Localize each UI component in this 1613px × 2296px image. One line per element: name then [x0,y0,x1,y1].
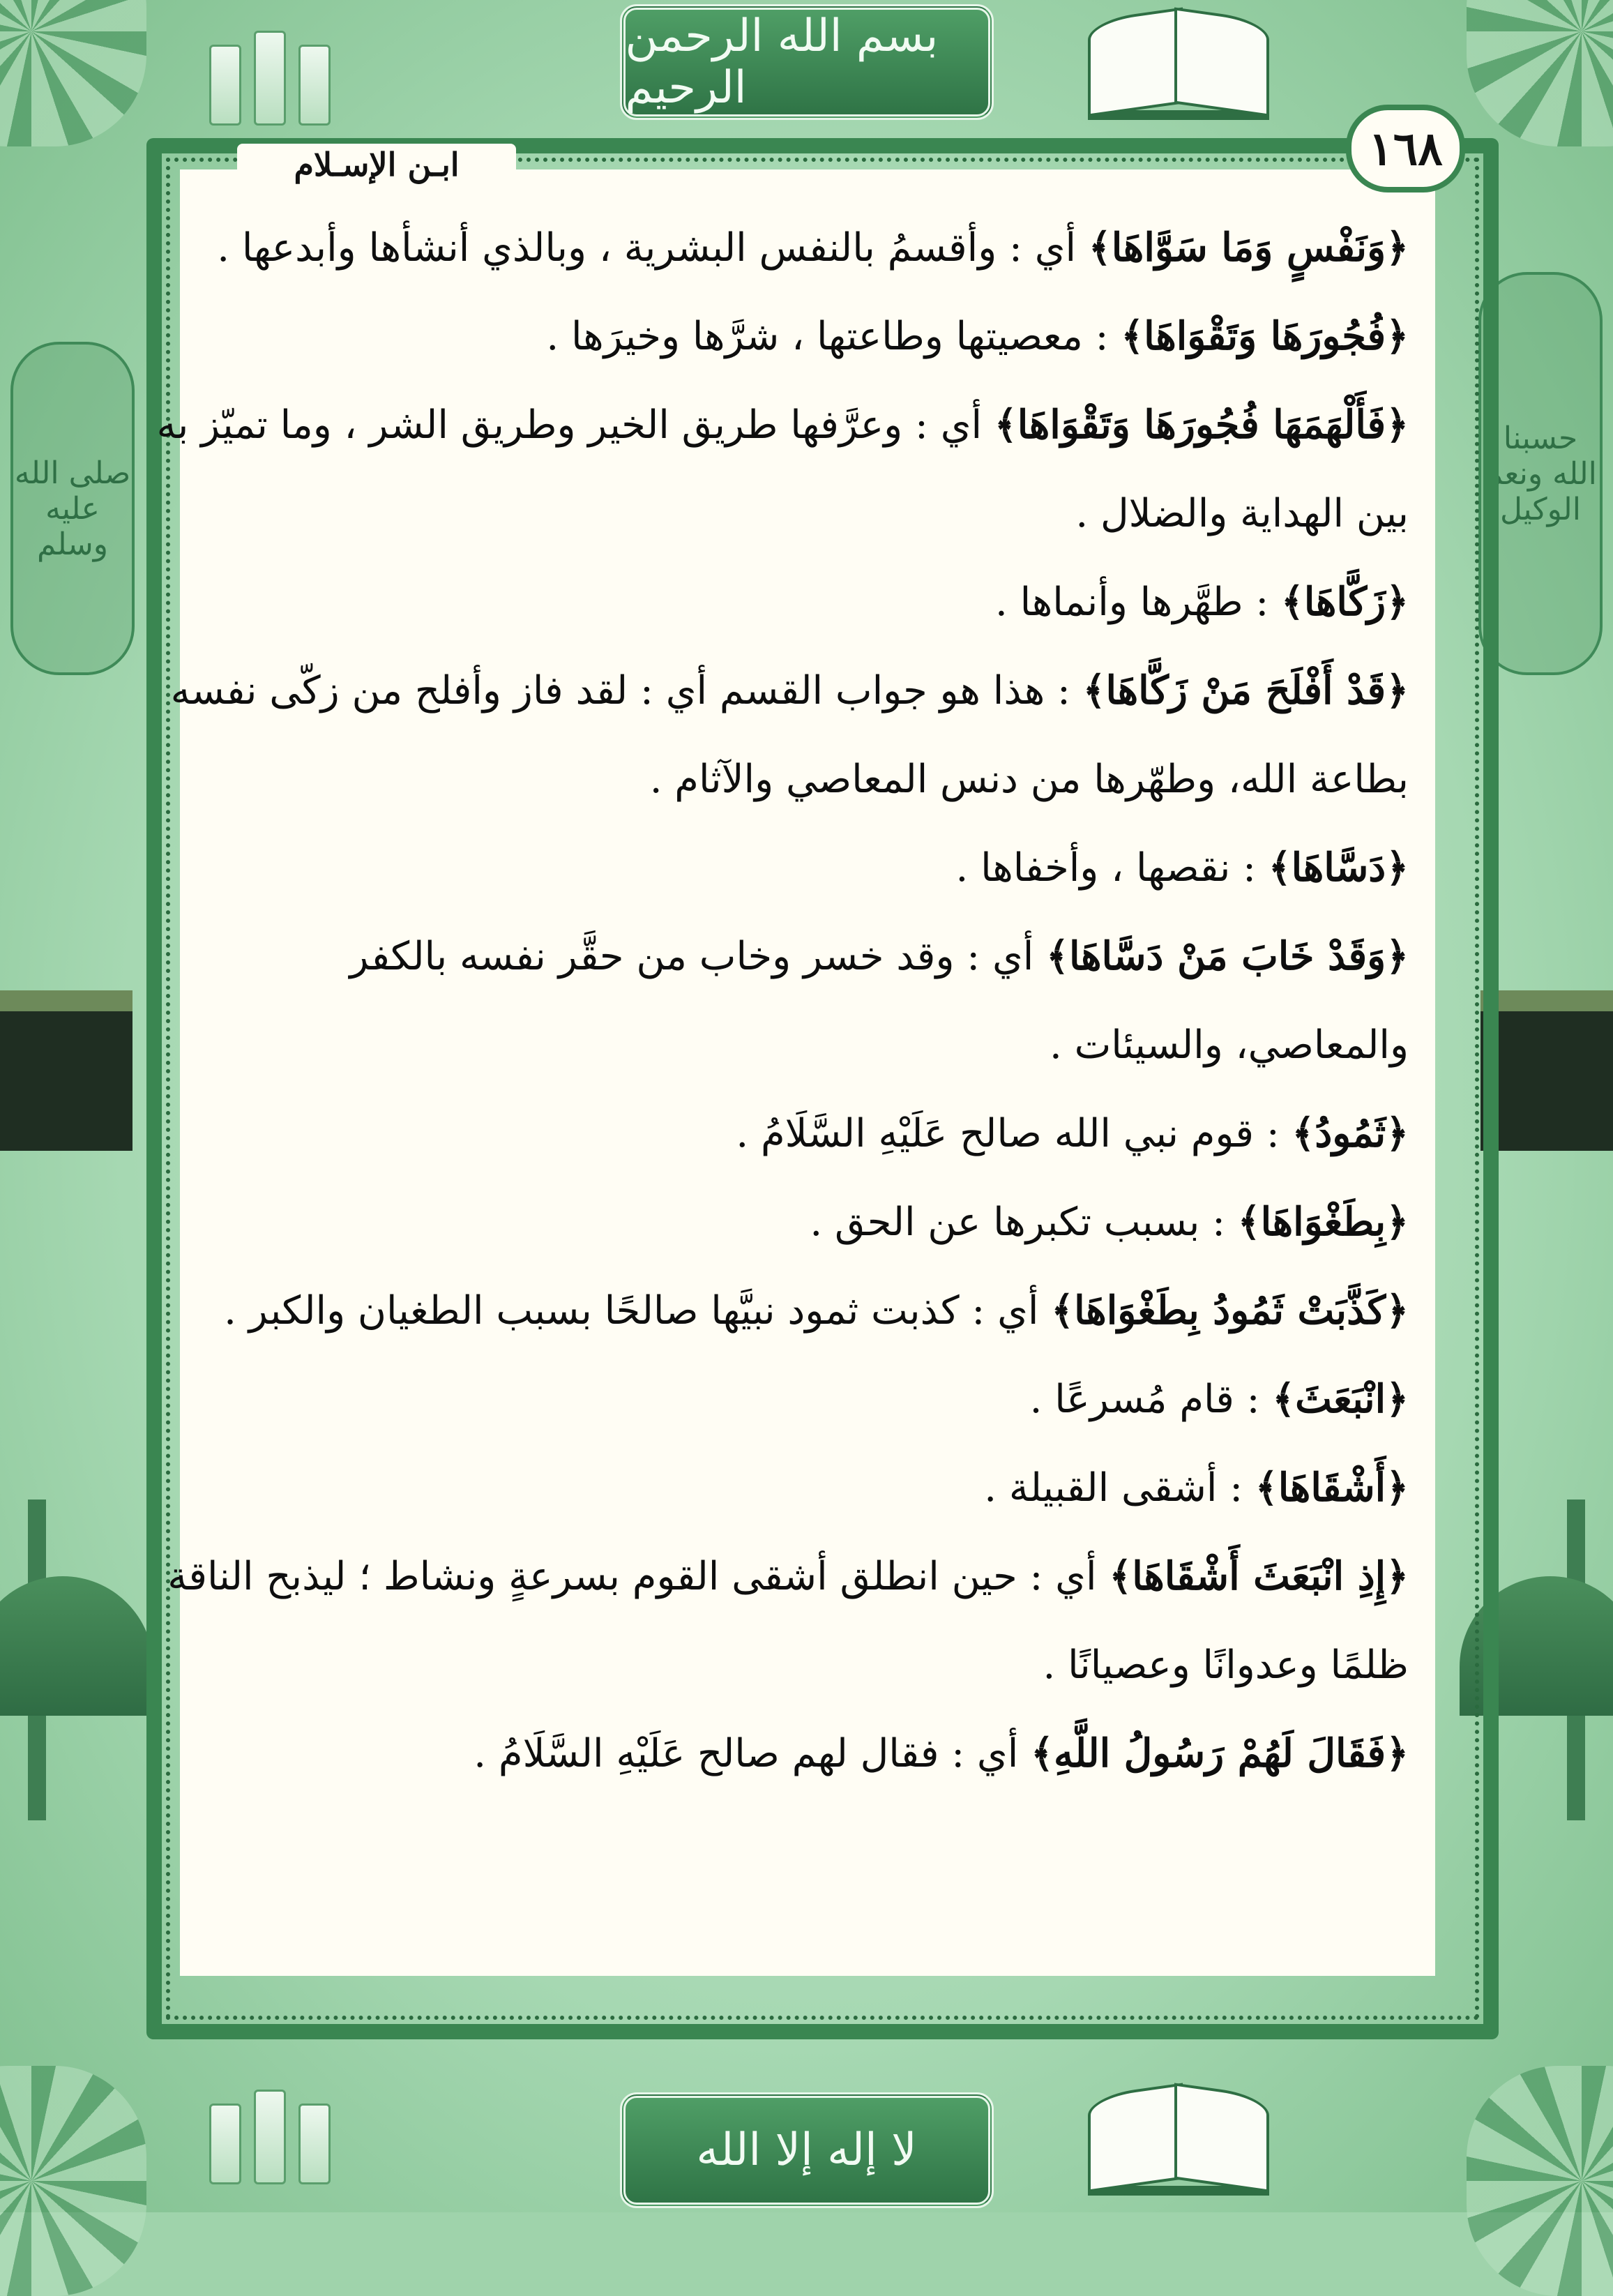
ornate-bracket-close: ﴾ [1082,667,1106,713]
candles-decoration [209,2080,349,2184]
explanation-text: والمعاصي، والسيئات . [1049,1022,1409,1068]
explanation-text: : أشقى القبيلة . [984,1465,1255,1511]
corner-ornament [1467,2066,1613,2296]
left-calligraphy-panel: صلى الله عليه وسلم [10,342,135,675]
quran-verse: كَذَّبَتْ ثَمُودُ بِطَغْوَاهَا [1074,1287,1386,1334]
text-line [202,469,1409,558]
text-line [202,1267,1409,1355]
quran-verse: فُجُورَهَا وَتَقْوَاهَا [1144,313,1386,359]
ornate-bracket-close: ﴾ [994,402,1017,448]
text-line [202,1178,1409,1267]
text-line [202,1709,1409,1798]
explanation-text: : بسبب تكبرها عن الحق . [810,1200,1238,1245]
explanation-text: : قوم نبي الله صالح عَلَيْهِ السَّلَامُ . [736,1111,1292,1156]
explanation-text: أي : وقد خسر وخاب من حقَّر نفسه بالكفر [349,934,1047,979]
right-calligraphy-panel: حسبنا الله ونعم الوكيل [1478,272,1603,675]
ornate-bracket-close: ﴾ [1237,1199,1261,1245]
text-line [202,1001,1409,1089]
top-banner: بسم الله الرحمن الرحيم [620,4,994,120]
text-line [202,912,1409,1001]
bottom-banner: لا إله إلا الله [620,2092,994,2208]
text-line [156,381,1409,469]
explanation-text: بين الهداية والضلال . [1075,491,1409,536]
open-book-icon [1088,2081,1269,2196]
ornate-bracket-open: ﴿ [1386,1110,1409,1156]
quran-verse: إِذِ انْبَعَثَ أَشْقَاهَا [1132,1553,1386,1599]
text-line [202,204,1409,292]
ornate-bracket-open: ﴿ [1386,845,1409,891]
quran-verse: بِطَغْوَاهَا [1260,1199,1386,1245]
quran-verse: أَشْقَاهَا [1278,1465,1386,1511]
ornate-bracket-open: ﴿ [1386,1287,1409,1334]
quran-verse: ثَمُودُ [1315,1110,1386,1156]
text-line [170,647,1409,735]
quran-verse: فَأَلْهَمَهَا فُجُورَهَا وَتَقْوَاهَا [1017,402,1386,448]
ornate-bracket-open: ﴿ [1386,1730,1409,1776]
explanation-text: أي : فقال لهم صالح عَلَيْهِ السَّلَامُ . [474,1731,1031,1776]
page-number: ١٦٨ [1346,105,1465,192]
text-line [202,1089,1409,1178]
text-line [202,1355,1409,1444]
kaaba-image [1481,990,1613,1151]
quran-verse: قَدْ أَفْلَحَ مَنْ زَكَّاهَا [1105,667,1386,713]
quran-verse: وَنَفْسٍ وَمَا سَوَّاهَا [1111,225,1386,271]
ornate-bracket-open: ﴿ [1386,1465,1409,1511]
ornate-bracket-open: ﴿ [1386,402,1409,448]
ornate-bracket-close: ﴾ [1109,1553,1133,1599]
quran-verse: دَسَّاهَا [1291,845,1386,891]
quran-verse: انْبَعَثَ [1295,1376,1386,1422]
candles-decoration [209,21,349,126]
explanation-text: أي : حين انطلق أشقى القوم بسرعةٍ ونشاط ؛ ليذبح الناقة [167,1554,1110,1599]
text-line [202,558,1409,647]
ornate-bracket-open: ﴿ [1386,1553,1409,1599]
explanation-text: أي : وأقسمُ بالنفس البشرية ، وبالذي أنشأها وأبدعها . [217,225,1089,271]
ornate-bracket-close: ﴾ [1046,933,1069,979]
ornate-bracket-close: ﴾ [1088,225,1112,271]
body-text [156,204,1409,1798]
explanation-text: : هذا هو جواب القسم أي : لقد فاز وأفلح من زكّى نفسه [170,668,1083,713]
text-line [202,292,1409,381]
explanation-text: بطاعة الله، وطهّرها من دنس المعاصي والآثام . [649,757,1409,802]
ornate-bracket-close: ﴾ [1255,1465,1278,1511]
ornate-bracket-open: ﴿ [1386,225,1409,271]
ornate-bracket-open: ﴿ [1386,933,1409,979]
text-line [202,735,1409,824]
text-line [202,1444,1409,1532]
kaaba-image [0,990,132,1151]
ornate-bracket-open: ﴿ [1386,1199,1409,1245]
ornate-bracket-close: ﴾ [1272,1376,1296,1422]
quran-verse: فَقَالَ لَهُمْ رَسُولُ اللَّهِ [1053,1730,1386,1776]
ornate-bracket-close: ﴾ [1031,1730,1054,1776]
ornate-bracket-close: ﴾ [1281,579,1304,625]
ornate-bracket-open: ﴿ [1386,313,1409,359]
text-line [202,824,1409,912]
explanation-text: أي : وعرَّفها طريق الخير وطريق الشر ، وما تميّز به [156,402,994,448]
corner-ornament [0,2066,146,2296]
ornate-bracket-close: ﴾ [1051,1287,1075,1334]
explanation-text: أي : كذبت ثمود نبيَّها صالحًا بسبب الطغيان والكبر . [224,1288,1052,1334]
ornate-bracket-open: ﴿ [1386,579,1409,625]
book-title: ابـن الإسـلام [237,144,516,186]
explanation-text: : قام مُسرعًا . [1029,1377,1273,1422]
text-line [202,1621,1409,1709]
ornate-bracket-close: ﴾ [1292,1110,1315,1156]
ornate-bracket-open: ﴿ [1386,667,1409,713]
ornate-bracket-close: ﴾ [1121,313,1144,359]
text-line [167,1532,1409,1621]
explanation-text: ظلمًا وعدوانًا وعصيانًا . [1043,1642,1409,1688]
ornate-bracket-open: ﴿ [1386,1376,1409,1422]
ornate-bracket-close: ﴾ [1268,845,1292,891]
explanation-text: : طهَّرها وأنماها . [995,580,1282,625]
explanation-text: : نقصها ، وأخفاها . [955,845,1269,891]
explanation-text: : معصيتها وطاعتها ، شرَّها وخيرَها . [546,314,1121,359]
quran-verse: وَقَدْ خَابَ مَنْ دَسَّاهَا [1068,933,1386,979]
quran-verse: زَكَّاهَا [1303,579,1386,625]
open-book-icon [1088,6,1269,120]
